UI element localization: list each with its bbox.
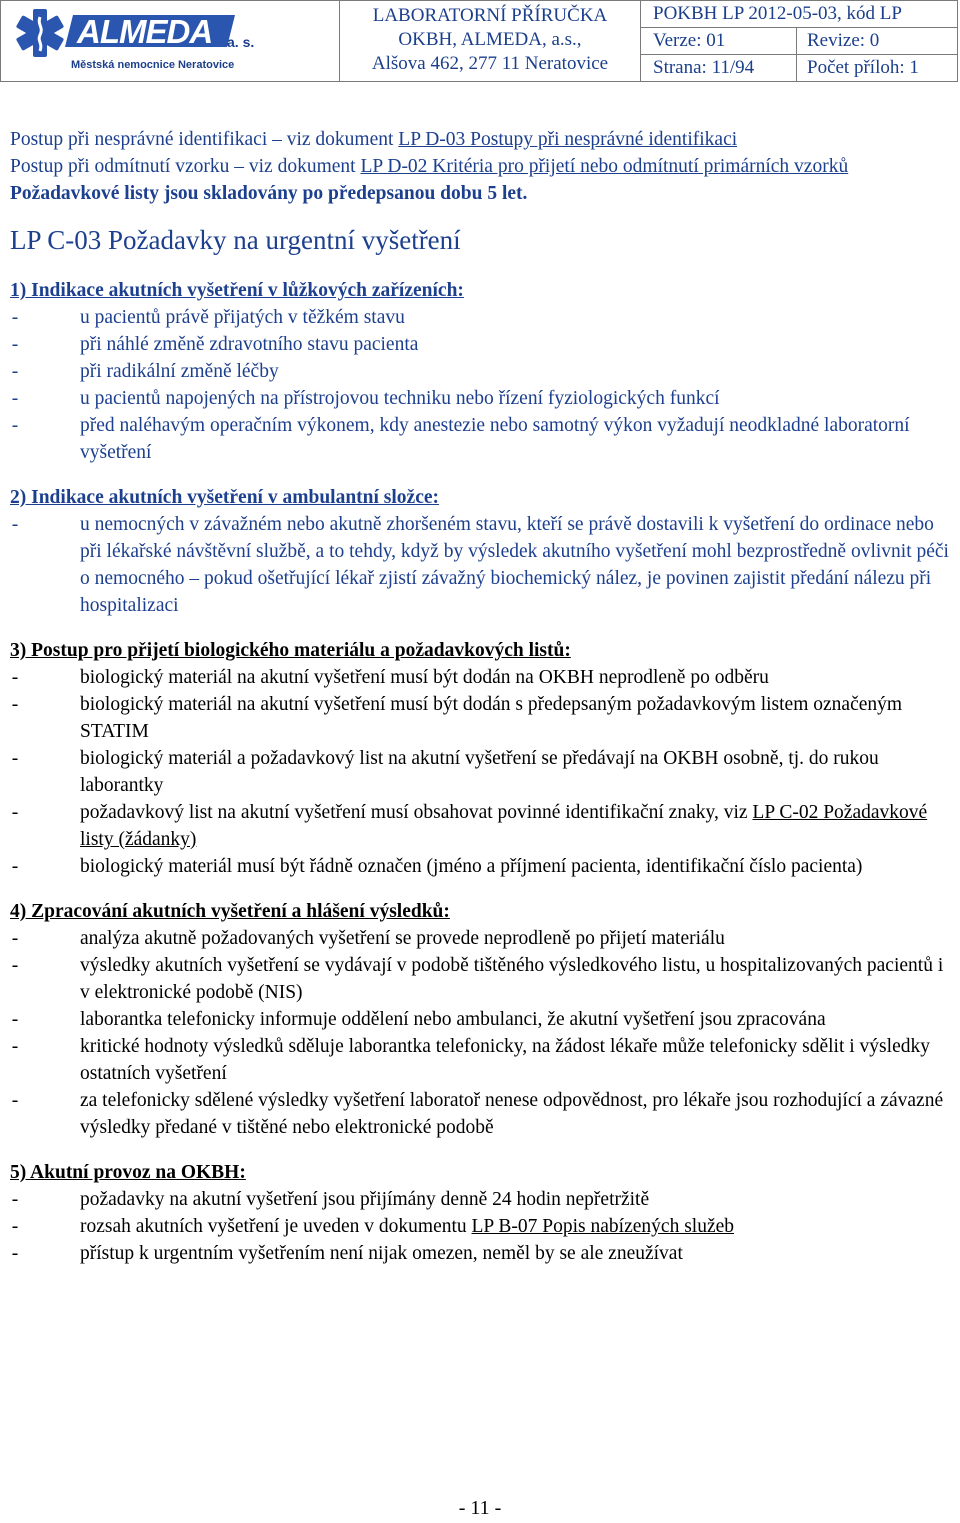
header-row-version xyxy=(641,28,957,55)
list-item: - analýza akutně požadovaných vyšetření se provede neprodleně po přijetí materiálu xyxy=(10,925,955,952)
list-item: - za telefonicky sdělené výsledky vyšetření laboratoř nenese odpovědnost, pro lékaře jsou rozhodující a závazné výsledky předané v tištěné nebo elektronické podobě xyxy=(10,1087,955,1141)
section-2 xyxy=(10,484,955,619)
header-title-line2: OKBH, ALMEDA, a.s., xyxy=(398,29,582,50)
section-3 xyxy=(10,637,955,880)
header-title-line3: Alšova 462, 277 11 Neratovice xyxy=(371,53,609,74)
logo-area xyxy=(1,1,340,81)
star-of-life-icon xyxy=(16,9,65,57)
section-heading: 4) Zpracování akutních vyšetření a hlášení výsledků: xyxy=(10,901,450,922)
section-list xyxy=(10,511,955,619)
header-meta-block xyxy=(641,1,957,81)
header-row-page xyxy=(641,55,957,81)
section-list xyxy=(10,304,955,466)
section-heading: 5) Akutní provoz na OKBH: xyxy=(10,1162,246,1183)
link-lp-b07[interactable]: LP B-07 Popis nabízených služeb xyxy=(471,1216,735,1237)
intro-block xyxy=(10,126,955,207)
document-header xyxy=(0,0,958,82)
list-item: - při radikální změně léčby xyxy=(10,358,955,385)
intro-line-identification xyxy=(10,126,955,153)
list-item: - před naléhavým operačním výkonem, kdy anestezie nebo samotný výkon vyžadují neodkladné laboratorní vyšetření xyxy=(10,412,955,466)
link-lp-d03[interactable]: LP D-03 Postupy při nesprávné identifikaci xyxy=(398,129,738,150)
list-item xyxy=(10,799,955,853)
page-label: Strana: 11/94 xyxy=(641,55,797,81)
list-item: - biologický materiál a požadavkový list na akutní vyšetření se předávají na OKBH osobně, tj. do rukou laborantky xyxy=(10,745,955,799)
list-item: - u pacientů právě přijatých v těžkém stavu xyxy=(10,304,955,331)
attachments-label: Počet příloh: 1 xyxy=(807,57,919,78)
header-title-block xyxy=(340,1,641,81)
list-item: - u nemocných v závažném nebo akutně zhoršeném stavu, kteří se právě dostavili k vyšetření do ordinace nebo při lékařské návštěvní službě, a to tehdy, když by výsledek akutního vyšetření mohl bezprostředně ovlivnit péči o nemocného – pokud ošetřující lékař zjistí závažný biochemický nález, je povinen zajistit předání nálezu při hospitalizaci xyxy=(10,511,955,619)
section-heading: 1) Indikace akutních vyšetření v lůžkových zařízeních: xyxy=(10,280,464,301)
document-body xyxy=(10,126,955,1285)
list-item: - požadavky na akutní vyšetření jsou přijímány denně 24 hodin nepřetržitě xyxy=(10,1186,955,1213)
list-item: - u pacientů napojených na přístrojovou techniku nebo řízení fyziologických funkcí xyxy=(10,385,955,412)
section-heading: 3) Postup pro přijetí biologického materiálu a požadavkových listů: xyxy=(10,640,571,661)
section-heading: 2) Indikace akutních vyšetření v ambulantní složce: xyxy=(10,487,440,508)
list-item-text: požadavkový list na akutní vyšetření musí obsahovat povinné identifikační znaky, viz xyxy=(80,802,753,823)
logo-suffix: a. s. xyxy=(227,34,255,50)
list-item: - laborantka telefonicky informuje oddělení nebo ambulanci, že akutní vyšetření jsou zpracována xyxy=(10,1006,955,1033)
section-list xyxy=(10,1186,955,1267)
list-item-text: rozsah akutních vyšetření je uveden v dokumentu xyxy=(80,1216,472,1237)
logo-subtitle: Městská nemocnice Neratovice xyxy=(71,59,235,71)
doc-code: POKBH LP 2012-05-03, kód LP xyxy=(653,3,902,24)
link-lp-c02[interactable]: LP C-02 Požadavkové listy (žádanky) xyxy=(80,802,928,850)
intro-line-storage: Požadavkové listy jsou skladovány po předepsanou dobu 5 let. xyxy=(10,183,528,204)
intro-line-rejection xyxy=(10,153,955,180)
section-5 xyxy=(10,1159,955,1267)
section-1 xyxy=(10,277,955,466)
list-item: - kritické hodnoty výsledků sděluje laborantka telefonicky, na žádost lékaře může telefonicky sdělit i výsledky ostatních vyšetření xyxy=(10,1033,955,1087)
page-number: - 11 - xyxy=(458,1497,502,1519)
list-item: - biologický materiál na akutní vyšetření musí být dodán na OKBH neprodleně po odběru xyxy=(10,664,955,691)
section-list xyxy=(10,664,955,880)
list-item: - přístup k urgentním vyšetřením není nijak omezen, neměl by se ale zneužívat xyxy=(10,1240,955,1267)
list-item: - výsledky akutních vyšetření se vydávají v podobě tištěného výsledkového listu, u hospitalizovaných pacientů i v elektronické podobě (NIS) xyxy=(10,952,955,1006)
intro-text: Postup při odmítnutí vzorku – viz dokument xyxy=(10,156,361,177)
logo-word: ALMEDA xyxy=(77,13,213,50)
header-title-line1: LABORATORNÍ PŘÍRUČKA xyxy=(372,5,608,26)
header-row-code xyxy=(641,1,957,28)
link-lp-d02[interactable]: LP D-02 Kritéria pro přijetí nebo odmítnutí primárních vzorků xyxy=(360,156,849,177)
revision-label: Revize: 0 xyxy=(807,30,880,51)
list-item xyxy=(10,1213,955,1240)
section-list xyxy=(10,925,955,1141)
page-title: LP C-03 Požadavky na urgentní vyšetření xyxy=(10,225,461,255)
list-item: - biologický materiál musí být řádně označen (jméno a příjmení pacienta, identifikační číslo pacienta) xyxy=(10,853,955,880)
intro-text: Postup při nesprávné identifikaci – viz dokument xyxy=(10,129,399,150)
list-item: - při náhlé změně zdravotního stavu pacienta xyxy=(10,331,955,358)
section-4 xyxy=(10,898,955,1141)
list-item: - biologický materiál na akutní vyšetření musí být dodán s předepsaným požadavkovým listem označeným STATIM xyxy=(10,691,955,745)
version-label: Verze: 01 xyxy=(641,28,797,54)
